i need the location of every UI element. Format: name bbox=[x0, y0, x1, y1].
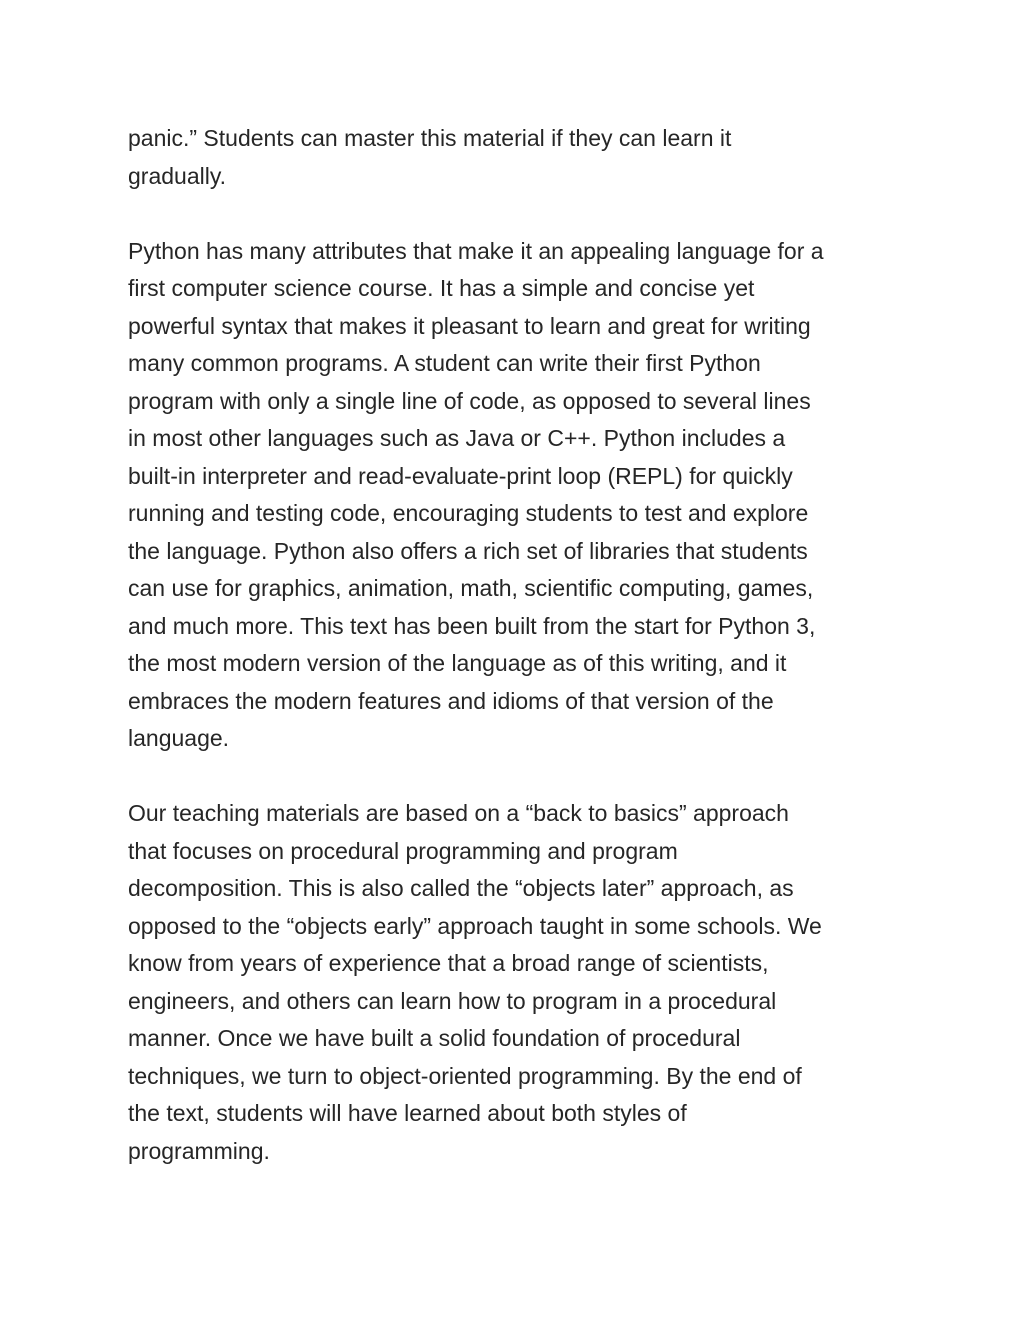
paragraph-3 bbox=[128, 795, 908, 1170]
text-line: built-in interpreter and read-evaluate-print loop (REPL) for quickly bbox=[128, 462, 793, 489]
text-line: gradually. bbox=[128, 162, 227, 189]
text-line: first computer science course. It has a simple and concise yet bbox=[128, 275, 755, 301]
paragraph-2 bbox=[128, 233, 908, 758]
text-line: many common programs. A student can write their first Python bbox=[128, 350, 761, 376]
text-line: the text, students will have learned about both styles of bbox=[128, 1100, 687, 1126]
text-line: opposed to the “objects early” approach taught in some schools. We bbox=[128, 912, 822, 939]
text-line: manner. Once we have built a solid foundation of procedural bbox=[128, 1025, 741, 1051]
text-line: embraces the modern features and idioms of that version of the bbox=[128, 687, 774, 714]
text-line: techniques, we turn to object-oriented programming. By the end of bbox=[128, 1062, 802, 1089]
text-line: decomposition. This is also called the “objects later” approach, as bbox=[128, 875, 794, 901]
text-line: the most modern version of the language as of this writing, and it bbox=[128, 650, 787, 676]
text-line: in most other languages such as Java or C++. Python includes a bbox=[128, 425, 786, 451]
text-line: the language. Python also offers a rich set of libraries that students bbox=[128, 537, 808, 564]
text-line: can use for graphics, animation, math, scientific computing, games, bbox=[128, 575, 814, 601]
text-line: language. bbox=[128, 725, 230, 751]
text-line: Our teaching materials are based on a “back to basics” approach bbox=[128, 800, 789, 826]
text-line: programming. bbox=[128, 1137, 270, 1164]
text-line: and much more. This text has been built from the start for Python 3, bbox=[128, 612, 816, 639]
text-line: that focuses on procedural programming and program bbox=[128, 837, 678, 864]
text-line: Python has many attributes that make it an appealing language for a bbox=[128, 237, 824, 264]
text-line: know from years of experience that a broad range of scientists, bbox=[128, 950, 769, 976]
body-text bbox=[128, 120, 908, 1208]
text-line: program with only a single line of code, as opposed to several lines bbox=[128, 387, 811, 414]
paragraph-1 bbox=[128, 120, 908, 195]
text-line: running and testing code, encouraging students to test and explore bbox=[128, 500, 809, 526]
text-line: powerful syntax that makes it pleasant to learn and great for writing bbox=[128, 312, 811, 339]
text-line: engineers, and others can learn how to program in a procedural bbox=[128, 987, 777, 1014]
text-line: panic.” Students can master this material if they can learn it bbox=[128, 125, 732, 151]
